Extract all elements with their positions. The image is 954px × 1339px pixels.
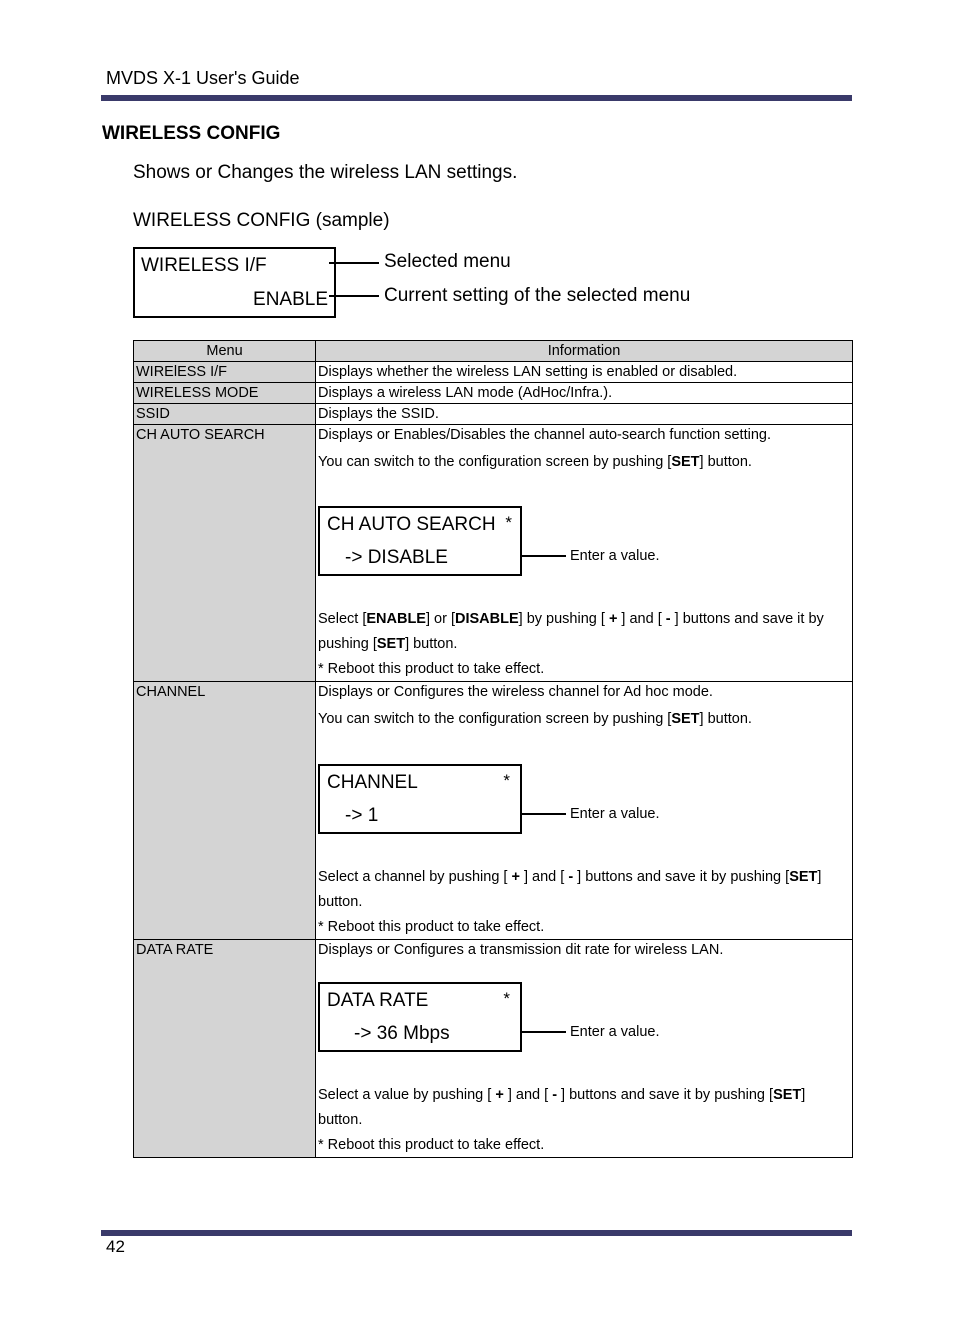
lcd-line1: CHANNEL xyxy=(327,772,418,793)
lcd-line2: -> DISABLE xyxy=(345,547,448,568)
info-description: Displays or Enables/Disables the channel auto-search function setting. xyxy=(318,427,771,443)
reboot-note: * Reboot this product to take effect. xyxy=(318,661,545,677)
callout-selected-menu: Selected menu xyxy=(384,251,511,272)
info-description: Displays or Configures the wireless channel for Ad hoc mode. xyxy=(318,684,713,700)
lcd-line1: DATA RATE xyxy=(327,990,429,1011)
reboot-note: * Reboot this product to take effect. xyxy=(318,1137,545,1153)
info-cell: Displays whether the wireless LAN setting is enabled or disabled. xyxy=(316,362,853,383)
running-header: MVDS X-1 User's Guide xyxy=(106,68,300,88)
info-cell xyxy=(316,425,853,682)
menu-cell: CHANNEL xyxy=(134,682,316,940)
menu-table xyxy=(133,340,853,1158)
lcd-line2: -> 1 xyxy=(345,805,379,826)
callout-leader-current xyxy=(329,295,379,297)
lcd-line2: -> 36 Mbps xyxy=(354,1023,450,1044)
sample-title: WIRELESS CONFIG (sample) xyxy=(133,210,390,231)
lcd-display xyxy=(318,506,522,576)
table-row xyxy=(134,362,853,383)
menu-cell: DATA RATE xyxy=(134,940,316,1158)
enter-value-label: Enter a value. xyxy=(570,806,660,822)
enter-leader xyxy=(522,555,566,557)
menu-cell: WIRELESS MODE xyxy=(134,383,316,404)
header-rule xyxy=(101,95,852,101)
sample-lcd-display xyxy=(133,247,336,318)
page-number: 42 xyxy=(106,1237,125,1256)
table-row xyxy=(134,383,853,404)
callout-leader-selected xyxy=(329,262,379,264)
reboot-note: * Reboot this product to take effect. xyxy=(318,919,545,935)
lcd-display xyxy=(318,764,522,834)
footer-rule xyxy=(101,1230,852,1236)
info-cell xyxy=(316,940,853,1158)
info-switch-text: You can switch to the configuration screen by pushing [SET] button. xyxy=(318,454,752,470)
lcd-screen-example xyxy=(318,764,850,834)
info-cell: Displays a wireless LAN mode (AdHoc/Infra.). xyxy=(316,383,853,404)
info-cell xyxy=(316,682,853,940)
menu-cell: WIRElESS I/F xyxy=(134,362,316,383)
table-row xyxy=(134,682,853,940)
enter-value-label: Enter a value. xyxy=(570,548,660,564)
enter-leader xyxy=(522,1031,566,1033)
info-description: Displays or Configures a transmission dit rate for wireless LAN. xyxy=(318,942,724,958)
lcd-display xyxy=(318,982,522,1052)
callout-current-setting: Current setting of the selected menu xyxy=(384,285,691,306)
table-header-information: Information xyxy=(316,341,853,362)
table-row xyxy=(134,404,853,425)
lcd-line1: CH AUTO SEARCH xyxy=(327,514,496,535)
sample-lcd-line2: ENABLE xyxy=(253,289,328,310)
table-header-row xyxy=(134,341,853,362)
enter-value-label: Enter a value. xyxy=(570,1024,660,1040)
section-intro: Shows or Changes the wireless LAN settings. xyxy=(133,162,518,183)
lcd-screen-example xyxy=(318,982,850,1052)
lcd-star: * xyxy=(505,513,512,532)
table-row xyxy=(134,940,853,1158)
info-select-text: Select a value by pushing [ + ] and [ - ] buttons and save it by pushing [SET] button. xyxy=(318,1087,806,1128)
info-cell: Displays the SSID. xyxy=(316,404,853,425)
enter-leader xyxy=(522,813,566,815)
menu-cell: SSID xyxy=(134,404,316,425)
section-title: WIRELESS CONFIG xyxy=(102,123,281,144)
info-select-text: Select [ENABLE] or [DISABLE] by pushing [ + ] and [ - ] buttons and save it by pushing [SET] button. xyxy=(318,611,824,652)
table-header-menu: Menu xyxy=(134,341,316,362)
info-switch-text: You can switch to the configuration screen by pushing [SET] button. xyxy=(318,711,752,727)
menu-cell: CH AUTO SEARCH xyxy=(134,425,316,682)
lcd-star: * xyxy=(503,989,510,1008)
sample-lcd-line1: WIRELESS I/F xyxy=(141,255,267,276)
table-row xyxy=(134,425,853,682)
lcd-star: * xyxy=(503,771,510,790)
lcd-screen-example xyxy=(318,506,850,576)
info-select-text: Select a channel by pushing [ + ] and [ - ] buttons and save it by pushing [SET] button. xyxy=(318,869,822,910)
